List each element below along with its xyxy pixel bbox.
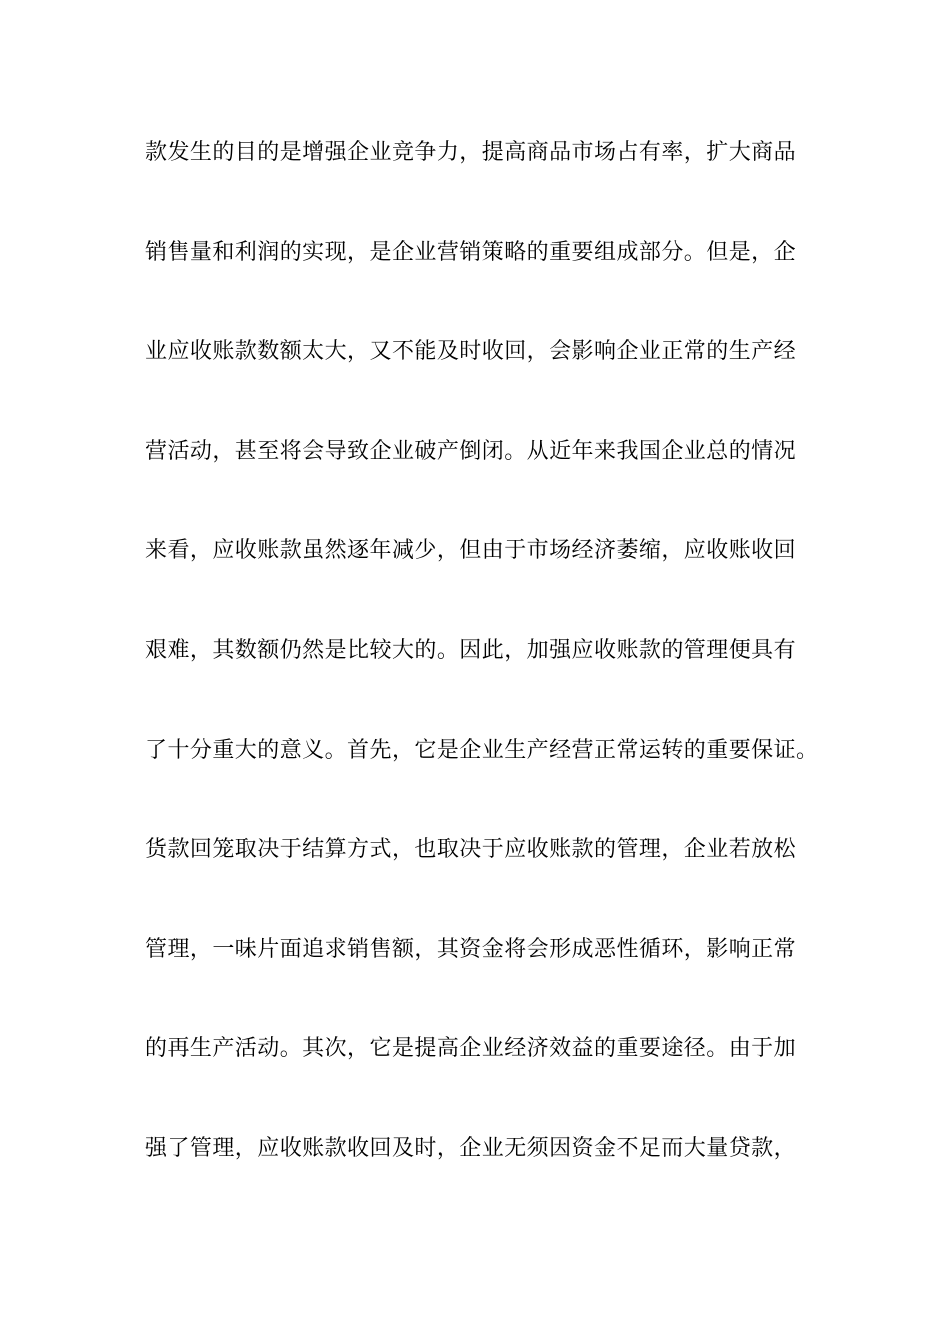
text-line: 货款回笼取决于结算方式，也取决于应收账款的管理，企业若放松 xyxy=(145,837,797,863)
text-line: 管理，一味片面追求销售额，其资金将会形成恶性循环，影响正常 xyxy=(145,936,797,962)
text-line: 了十分重大的意义。首先，它是企业生产经营正常运转的重要保证。 xyxy=(145,737,819,763)
text-line: 的再生产活动。其次，它是提高企业经济效益的重要途径。由于加 xyxy=(145,1036,797,1062)
text-line: 来看，应收账款虽然逐年减少，但由于市场经济萎缩，应收账收回 xyxy=(145,538,797,564)
text-line: 艰难，其数额仍然是比较大的。因此，加强应收账款的管理便具有 xyxy=(145,637,797,663)
text-line: 营活动，甚至将会导致企业破产倒闭。从近年来我国企业总的情况 xyxy=(145,438,797,464)
text-line: 强了管理，应收账款收回及时，企业无须因资金不足而大量贷款， xyxy=(145,1135,797,1161)
body-text xyxy=(145,130,845,1226)
text-line: 款发生的目的是增强企业竞争力，提高商品市场占有率，扩大商品 xyxy=(145,140,797,165)
text-line: 销售量和利润的实现，是企业营销策略的重要组成部分。但是，企 xyxy=(145,239,797,265)
text-line: 业应收账款数额太大，又不能及时收回，会影响企业正常的生产经 xyxy=(145,339,797,365)
